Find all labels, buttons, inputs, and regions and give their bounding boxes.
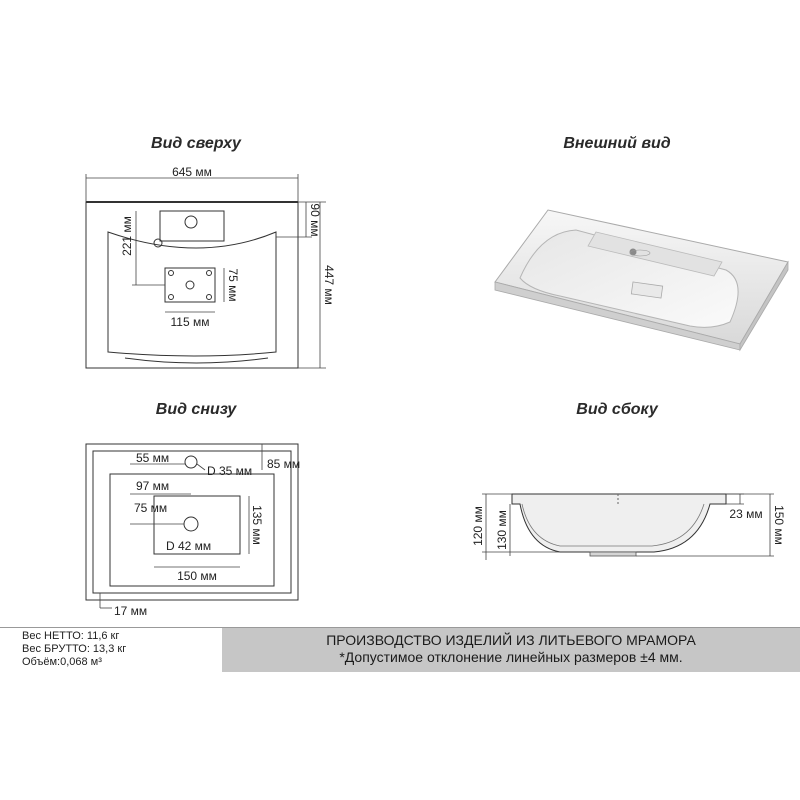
top-tap-block	[160, 211, 224, 241]
overflow-hole	[154, 239, 162, 247]
exterior-view-sink	[495, 210, 788, 350]
dim-back-offset: 85 мм	[267, 457, 301, 471]
side-drain-stub	[590, 552, 636, 556]
dim-total-inner: 130 мм	[495, 510, 509, 550]
tap-hole	[185, 216, 197, 228]
drain-hole	[186, 281, 194, 289]
dim-drain-y: 75 мм	[134, 501, 168, 515]
tolerance-line: *Допустимое отклонение линейных размеров ±4 мм.	[339, 649, 683, 665]
side-view-drawing	[482, 494, 774, 560]
bottom-view-title: Вид снизу	[155, 401, 237, 418]
dim-back-ledge: 90 мм	[308, 203, 322, 237]
mount-hole	[207, 295, 212, 300]
mount-plate	[165, 268, 215, 302]
manufacturer-note	[222, 628, 800, 672]
dim-total-height: 150 мм	[772, 505, 786, 545]
dim-bowl-width: 150 мм	[177, 569, 217, 583]
mount-hole	[169, 295, 174, 300]
exterior-view-title: Внешний вид	[563, 135, 671, 152]
dim-width: 645 мм	[172, 165, 212, 179]
product-specs	[0, 628, 222, 676]
dim-bowl-depth: 120 мм	[471, 506, 485, 546]
gross-weight: Вес БРУТТО: 13,3 кг	[22, 643, 127, 655]
dim-rim-thickness: 23 мм	[729, 507, 763, 521]
top-front-lip	[125, 358, 268, 363]
bottom-drain-hole	[184, 517, 198, 531]
volume: Объём:0,068 м³	[22, 656, 102, 668]
dim-drain-diameter: D 42 мм	[166, 539, 212, 553]
dim-overflow-offset: 55 мм	[136, 451, 170, 465]
side-view-title: Вид сбоку	[576, 401, 658, 418]
net-weight: Вес НЕТТО: 11,6 кг	[22, 630, 120, 642]
dim-rim: 17 мм	[114, 604, 148, 618]
dim-depth: 447 мм	[322, 265, 336, 305]
dim-tap-to-drain: 221 мм	[120, 216, 134, 256]
top-view-title: Вид сверху	[151, 135, 241, 152]
mount-hole	[207, 271, 212, 276]
dim-drain-x: 97 мм	[136, 479, 170, 493]
top-view-drawing	[86, 174, 326, 368]
dim-bowl-height: 135 мм	[250, 505, 264, 545]
dim-mount-plate-width: 115 мм	[170, 315, 210, 329]
top-outline	[86, 202, 298, 368]
mount-hole	[169, 271, 174, 276]
bottom-overflow-hole	[185, 456, 197, 468]
dim-overflow-diameter: D 35 мм	[207, 464, 253, 478]
dim-mount-plate-height: 75 мм	[226, 268, 240, 302]
material-line: ПРОИЗВОДСТВО ИЗДЕЛИЙ ИЗ ЛИТЬЕВОГО МРАМОРА	[326, 632, 696, 648]
